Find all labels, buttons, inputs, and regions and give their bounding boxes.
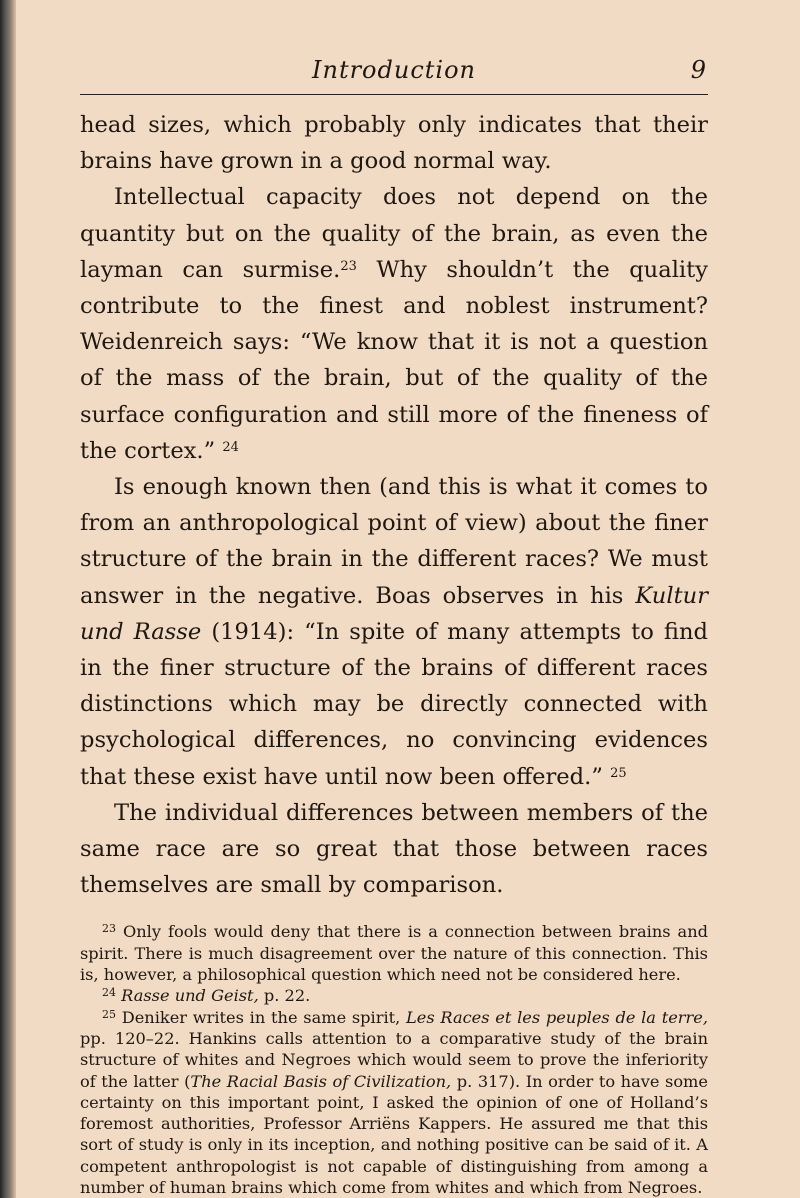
paragraph-3-text-a: Is enough known then (and this is what it comes to from an anthropological point of view) about the finer structure of the brain in the different races? We must answer in the negative. Boas observes in his [80,474,708,609]
page-number: 9 [690,56,706,84]
footnote-24-title: Rasse und Geist, [121,986,259,1006]
book-page [80,56,708,1198]
footnote-23-text: Only fools would deny that there is a connection between brains and spirit. There is much disagreement over the nature of this connection. This is, however, a philosophical question which need not be considered here. [80,922,708,985]
footnote-25-text-3: p. 317). In order to have some certainty on this important point, I asked the opinion of one of Holland’s foremost authorities, Professor Arriëns Kappers. He assured me that this sort of study is only in its inception, and nothing positive can be said of it. A competent anthropologist is not capable of distinguishing from among a number of human brains which come from whites and which from Negroes. [80,1071,708,1198]
paragraph-1-text: head sizes, which probably only indicates that their brains have grown in a good normal way. [80,112,708,175]
footnote-24 [80,985,708,1006]
body-text [80,107,708,903]
footnote-25-text-2: pp. 120–22. Hankins calls attention to a comparative study of the brain structure of whites and Negroes which would seem to prove the inferiority of the latter ( [80,1028,708,1091]
paragraph-3-text-b: (1914): “In spite of many attempts to find in the finer structure of the brains of different races distinctions which may be directly connected with psychological differences, no convincing evidences that these exist have until now been offered.” [80,618,708,790]
footnote-25 [80,1007,708,1198]
footnote-25-text-1: Deniker writes in the same spirit, [121,1007,407,1027]
footnote-24-number: 24 [102,986,116,1000]
note-ref-24: 24 [222,439,239,455]
paragraph-1 [80,107,708,179]
paragraph-4 [80,795,708,904]
book-title-kultur-und-rasse: Kultur und Rasse [80,582,708,645]
note-ref-23: 23 [340,258,357,274]
paragraph-2-text-b: Why shouldn’t the quality contribute to the finest and noblest instrument? Weidenreich says: “We know that it is not a question of the mass of the brain, but of the quality of the surface configuration and still more of the fineness of the cortex.” [80,256,708,464]
footnote-24-text: p. 22. [258,986,311,1006]
footnote-23-number: 23 [102,922,116,936]
running-title: Introduction [312,56,476,84]
paragraph-2 [80,179,708,469]
note-ref-25: 25 [610,765,627,781]
paragraph-4-text: The individual differences between members of the same race are so great that those between races themselves are small by comparison. [80,799,708,899]
footnote-23 [80,921,708,985]
paragraph-3 [80,469,708,795]
footnotes [80,921,708,1198]
footnote-25-number: 25 [102,1007,116,1021]
running-head [80,56,708,95]
paragraph-2-text-a: Intellectual capacity does not depend on the quantity but on the quality of the brain, as even the layman can surmise. [80,184,708,283]
book-binding-edge [0,0,16,1198]
footnote-25-title-2: The Racial Basis of Civilization, [190,1071,452,1091]
footnote-25-title-1: Les Races et les peuples de la terre, [406,1007,708,1027]
